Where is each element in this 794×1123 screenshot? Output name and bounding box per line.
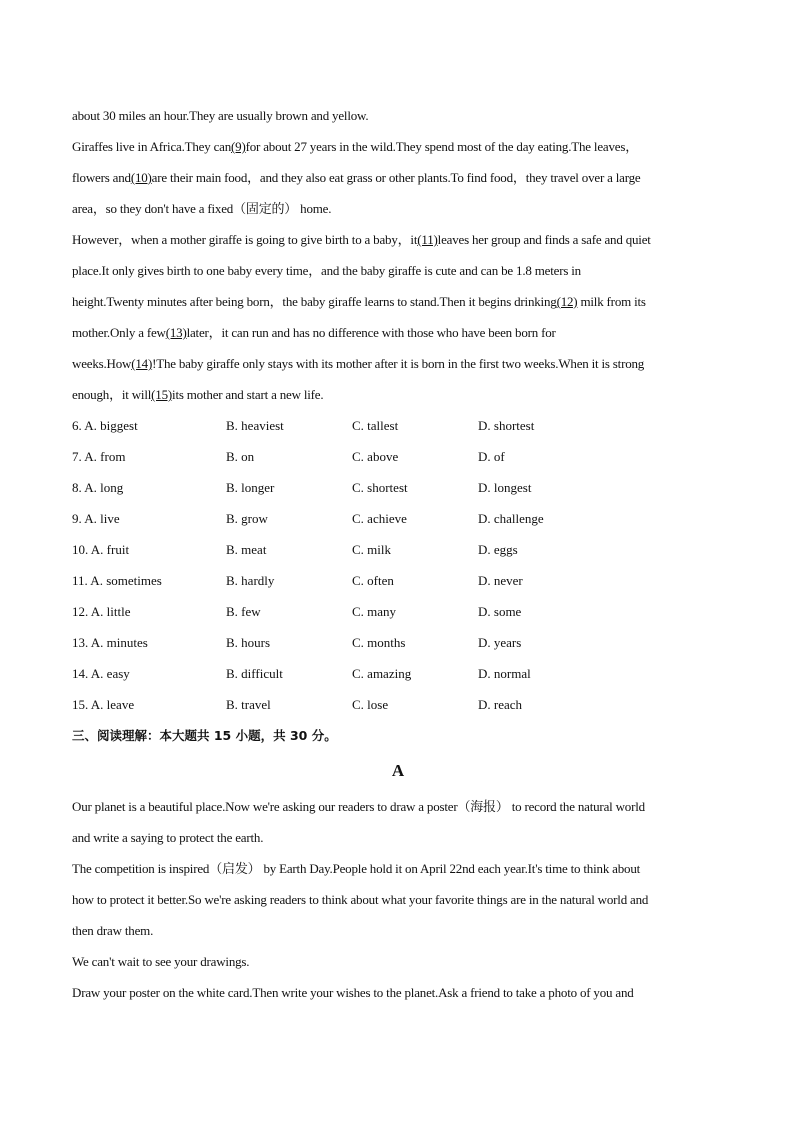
question-row (72, 596, 724, 627)
option-d: D. of (478, 449, 505, 464)
blank-12: (12) (556, 294, 578, 309)
passage-line (72, 317, 724, 348)
question-row (72, 503, 724, 534)
passage-text: later，it can run and has no difference with those who have been born for (186, 325, 556, 340)
passage-text: height.Twenty minutes after being born，the baby giraffe learns to stand.Then it begins drinking (72, 294, 557, 309)
question-row (72, 534, 724, 565)
option-b: B. difficult (226, 666, 283, 681)
option-a: 6. A. biggest (72, 418, 138, 433)
option-b: B. hardly (226, 573, 275, 588)
option-a: 15. A. leave (72, 697, 135, 712)
passage-line (72, 100, 724, 131)
passage-text: weeks.How (72, 356, 132, 371)
passage-text: !The baby giraffe only stays with its mother after it is born in the first two weeks.When it is strong (152, 356, 645, 371)
passage-text: However，when a mother giraffe is going to give birth to a baby，it (72, 232, 418, 247)
option-d: D. never (478, 573, 523, 588)
option-c: C. milk (352, 542, 392, 557)
passage-line: The competition is inspired（启发） by Earth Day.People hold it on April 22nd each year.It's time to think about (72, 861, 641, 876)
option-c: C. achieve (352, 511, 407, 526)
option-a: 12. A. little (72, 604, 131, 619)
option-b: B. hours (226, 635, 271, 650)
question-row (72, 689, 724, 720)
option-a: 8. A. long (72, 480, 124, 495)
question-row (72, 410, 724, 441)
option-a: 7. A. from (72, 449, 126, 464)
section-heading: 三、阅读理解：本大题共 15 小题，共 30 分。 (72, 728, 337, 743)
passage-line (72, 193, 724, 224)
option-c: C. many (352, 604, 397, 619)
question-row (72, 658, 724, 689)
blank-10: (10) (130, 170, 152, 185)
passage-text: area，so they don't have a fixed（固定的） home. (72, 201, 332, 216)
blank-14: (14) (131, 356, 153, 371)
blank-11: (11) (417, 232, 438, 247)
option-d: D. challenge (478, 511, 544, 526)
option-a: 13. A. minutes (72, 635, 148, 650)
passage-line: We can't wait to see your drawings. (72, 954, 250, 969)
passage-line (72, 348, 724, 379)
passage-text: enough，it will (72, 387, 152, 402)
passage-line (72, 255, 724, 286)
option-d: D. longest (478, 480, 532, 495)
option-b: B. heaviest (226, 418, 284, 433)
passage-text: leaves her group and finds a safe and quiet (437, 232, 651, 247)
option-b: B. longer (226, 480, 275, 495)
passage-text: mother.Only a few (72, 325, 166, 340)
option-b: B. travel (226, 697, 271, 712)
option-a: 10. A. fruit (72, 542, 130, 557)
passage-text: about 30 miles an hour.They are usually brown and yellow. (72, 108, 369, 123)
option-c: C. above (352, 449, 399, 464)
passage-line (72, 286, 724, 317)
option-d: D. some (478, 604, 522, 619)
blank-13: (13) (165, 325, 187, 340)
option-d: D. normal (478, 666, 531, 681)
question-options (72, 410, 724, 720)
question-row (72, 565, 724, 596)
question-row (72, 472, 724, 503)
option-c: C. tallest (352, 418, 399, 433)
question-row (72, 627, 724, 658)
passage-line: Our planet is a beautiful place.Now we're asking our readers to draw a poster（海报） to record the natural world (72, 799, 645, 814)
passage-line (72, 131, 724, 162)
question-row (72, 441, 724, 472)
passage-text: milk from its (577, 294, 646, 309)
cloze-passage (72, 100, 724, 410)
passage-line (72, 162, 724, 193)
option-d: D. shortest (478, 418, 535, 433)
option-c: C. often (352, 573, 394, 588)
option-a: 11. A. sometimes (72, 573, 162, 588)
passage-line (72, 224, 724, 255)
passage-text: for about 27 years in the wild.They spend most of the day eating.The leaves， (245, 139, 638, 154)
option-b: B. on (226, 449, 255, 464)
passage-text: Giraffes live in Africa.They can (72, 139, 232, 154)
passage-line (72, 379, 724, 410)
passage-line: Draw your poster on the white card.Then write your wishes to the planet.Ask a friend to take a photo of you and (72, 985, 634, 1000)
option-a: 14. A. easy (72, 666, 130, 681)
passage-line: then draw them. (72, 923, 154, 938)
passage-line: how to protect it better.So we're asking readers to think about what your favorite things are in the natural world and (72, 892, 649, 907)
passage-text: are their main food，and they also eat grass or other plants.To find food，they travel over a large (151, 170, 641, 185)
option-d: D. reach (478, 697, 523, 712)
option-c: C. months (352, 635, 406, 650)
blank-15: (15) (151, 387, 173, 402)
option-b: B. meat (226, 542, 267, 557)
passage-text: flowers and (72, 170, 131, 185)
option-a: 9. A. live (72, 511, 120, 526)
passage-text: place.It only gives birth to one baby every time，and the baby giraffe is cute and can be 1.8 meters in (72, 263, 581, 278)
option-c: C. lose (352, 697, 389, 712)
passage-title: A (391, 761, 405, 780)
option-d: D. eggs (478, 542, 518, 557)
passage-line: and write a saying to protect the earth. (72, 830, 264, 845)
passage-text: its mother and start a new life. (172, 387, 324, 402)
reading-passage-a (72, 791, 724, 1008)
document-page (72, 100, 724, 1008)
option-b: B. grow (226, 511, 268, 526)
option-d: D. years (478, 635, 522, 650)
option-c: C. amazing (352, 666, 412, 681)
blank-9: (9) (231, 139, 246, 154)
option-b: B. few (226, 604, 261, 619)
option-c: C. shortest (352, 480, 408, 495)
